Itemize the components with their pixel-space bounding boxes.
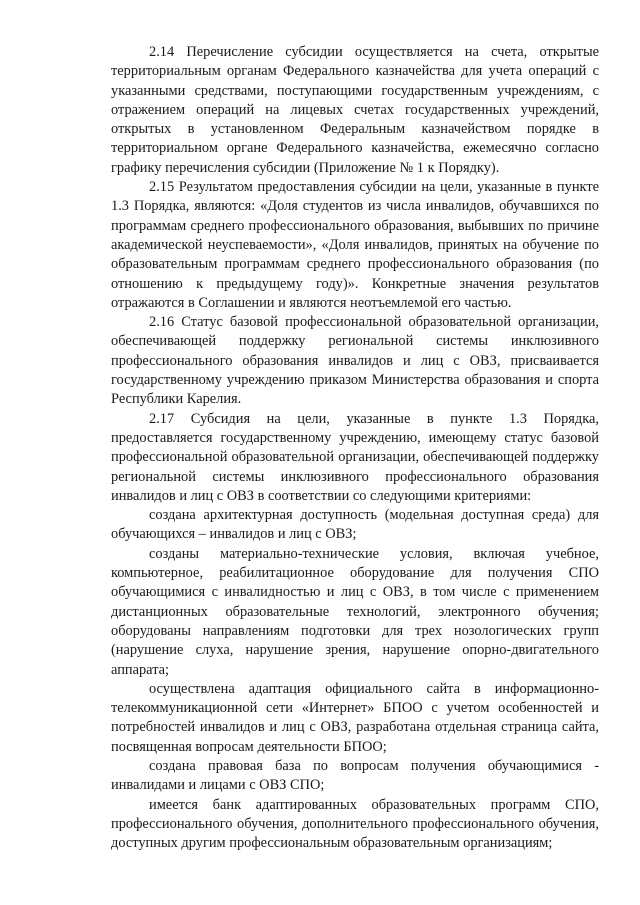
paragraph-2-14: 2.14 Перечисление субсидии осуществляется на счета, открытые территориальным органам Федерального казначейства для учета операций с указанными средствами, поступающими государственным учреждениям, с отражением операций на лицевых счетах государственных учреждений, открытых в установленном Федеральным казначейством порядке в территориальном органе Федерального казначейства, ежемесячно согласно графику перечисления субсидии (Приложение № 1 к Порядку). (111, 44, 599, 176)
paragraph-2-16: 2.16 Статус базовой профессиональной образовательной организации, обеспечивающей поддержку региональной системы инклюзивного профессионального образования инвалидов и лиц с ОВЗ, присваивается государственному учреждению приказом Министерства образования и спорта Республики Карелия. (111, 314, 599, 408)
criterion-website-adaptation: осуществлена адаптация официального сайта в информационно-телекоммуникационной сети «Интернет» БПОО с учетом особенностей и потребностей инвалидов и лиц с ОВЗ, разработана отдельная страница сайта, посвященная вопросам деятельности БПОО; (111, 680, 599, 755)
criterion-material-conditions: созданы материально-технические условия, включая учебное, компьютерное, реабилитационное оборудование для получения СПО обучающимися с инвалидностью и лиц с ОВЗ, в том числе с применением дистанционных образовательные технологий, электронного обучения; оборудованы направлениям подготовки для трех нозологических групп (нарушение слуха, нарушение зрения, нарушение опорно-двигательного аппарата; (111, 545, 599, 678)
criterion-program-bank: имеется банк адаптированных образовательных программ СПО, профессионального обучения, дополнительного профессионального обучения, доступных другим профессиональным образовательным организациям; (111, 796, 599, 852)
paragraph-2-15: 2.15 Результатом предоставления субсидии на цели, указанные в пункте 1.3 Порядка, являются: «Доля студентов из числа инвалидов, обучавшихся по программам среднего профессионального образования, выбывших по причине академической неуспеваемости», «Доля инвалидов, принятых на обучение по образовательным программам среднего профессионального образования (по отношению к предыдущему году)». Конкретные значения результатов отражаются в Соглашении и являются неотъемлемой его частью. (111, 179, 599, 311)
paragraph-2-17: 2.17 Субсидия на цели, указанные в пункте 1.3 Порядка, предоставляется государственному учреждению, имеющему статус базовой профессиональной образовательной организации, обеспечивающей поддержку региональной системы инклюзивного профессионального образования инвалидов и лиц с ОВЗ в соответствии со следующими критериями: (111, 410, 599, 504)
criterion-architectural-accessibility: создана архитектурная доступность (модельная доступная среда) для обучающихся – инвалидов и лиц с ОВЗ; (111, 507, 599, 543)
document-page (111, 43, 599, 853)
criterion-legal-base: создана правовая база по вопросам получения обучающимися - инвалидами и лицами с ОВЗ СПО; (111, 757, 599, 794)
